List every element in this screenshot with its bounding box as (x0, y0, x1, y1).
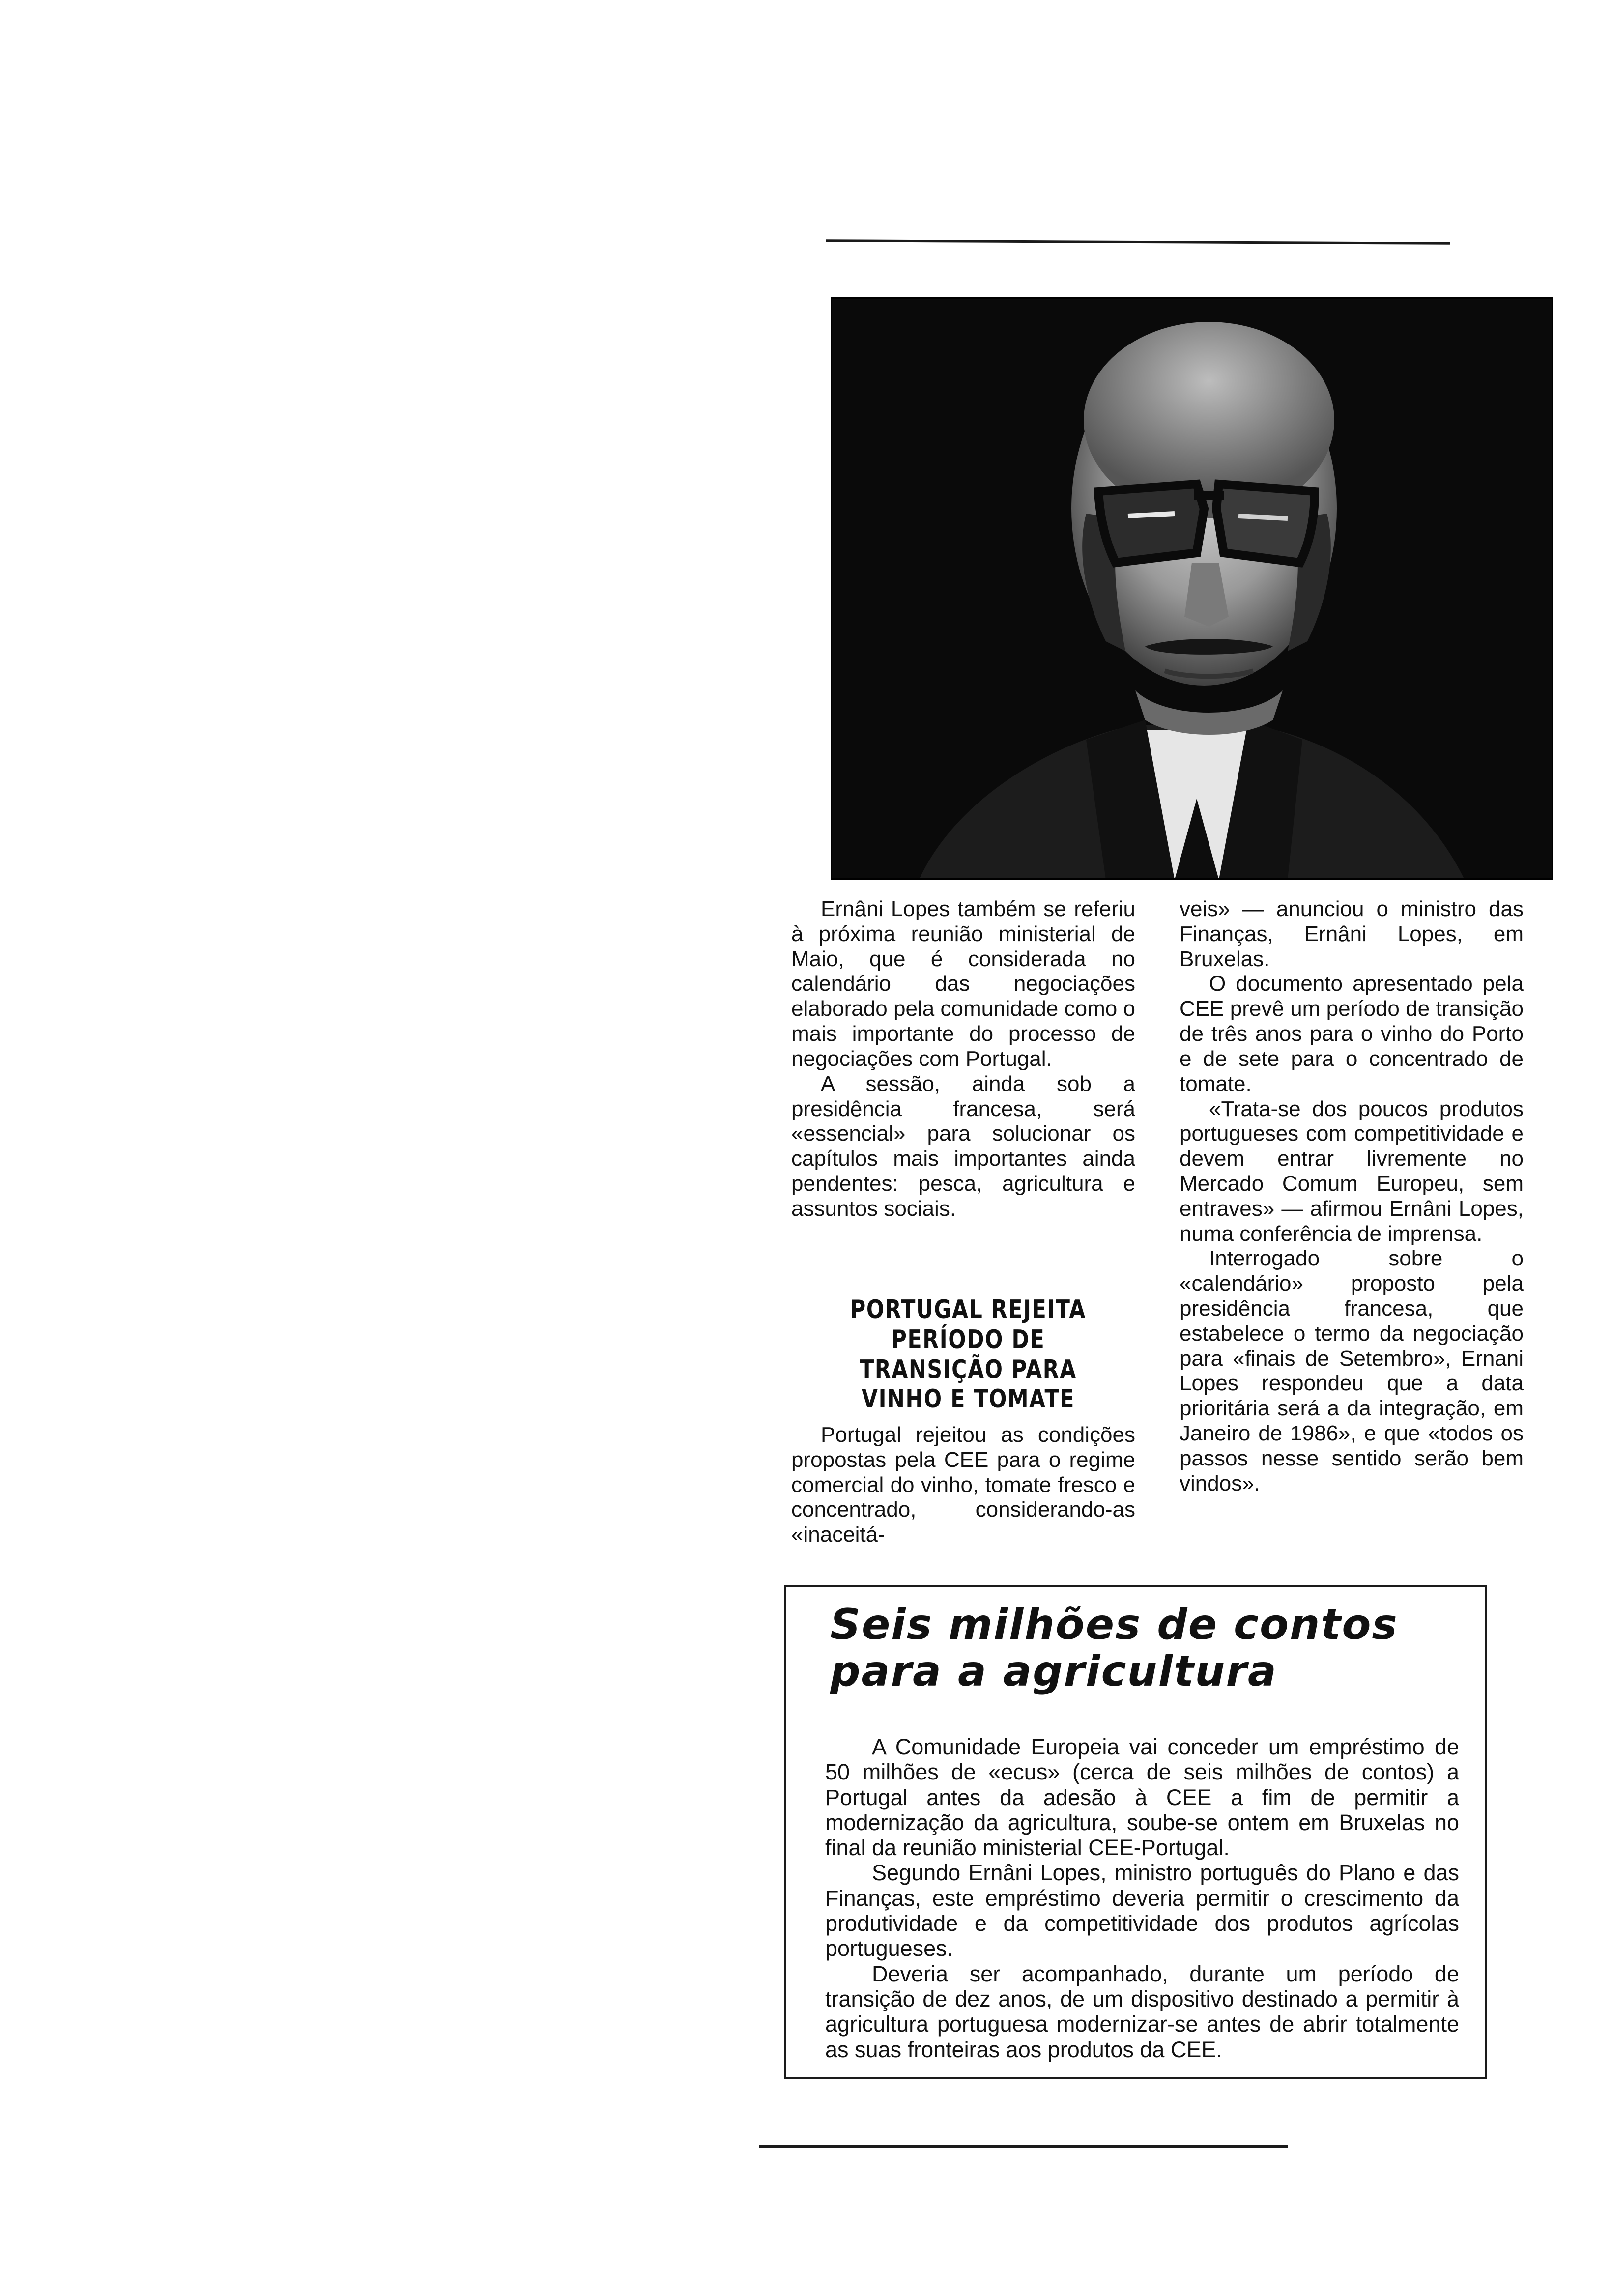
article-paragraph: veis» — anunciou o ministro das Finanças, Ernâni Lopes, em Bruxelas. (1180, 897, 1524, 971)
article-column-left-bottom (791, 1423, 1135, 1548)
boxed-article-paragraph: Deveria ser acompanhado, durante um período de transição de dez anos, de um dispositivo destinado a permitir à agricultura portuguesa modernizar-se antes de abrir totalmente as suas fronteiras aos produtos da CEE. (825, 1961, 1459, 2062)
article-column-right (1180, 897, 1524, 1496)
article-paragraph: A sessão, ainda sob a presidência francesa, será «essencial» para solucionar os capítulos mais importantes ainda pendentes: pesca, agricultura e assuntos sociais. (791, 1071, 1135, 1221)
article-subheading: PORTUGAL REJEITA PERÍODO DE TRANSIÇÃO PARA VINHO E TOMATE (850, 1295, 1086, 1414)
boxed-article-paragraph: A Comunidade Europeia vai conceder um empréstimo de 50 milhões de «ecus» (cerca de seis milhões de contos) a Portugal antes da adesão à CEE a fim de permitir a modernização da agricultura, soube-se ontem em Bruxelas no final da reunião ministerial CEE-Portugal. (825, 1734, 1459, 1861)
article-paragraph: «Trata-se dos poucos produtos portugueses com competitividade e devem entrar livremente no Mercado Comum Europeu, sem entraves» — afirmou Ernâni Lopes, numa conferência de imprensa. (1180, 1096, 1524, 1246)
article-paragraph: Ernâni Lopes também se referiu à próxima reunião ministerial de Maio, que é considerada no calendário das negociações elaborado pela comunidade como o mais importante do processo de negociações com Portugal. (791, 897, 1135, 1071)
boxed-article-paragraph: Segundo Ernâni Lopes, ministro português do Plano e das Finanças, este empréstimo deveria permitir o crescimento da produtividade e da competitividade dos produtos agrícolas portugueses. (825, 1860, 1459, 1961)
boxed-article-body (825, 1734, 1459, 2062)
article-paragraph: Portugal rejeitou as condições propostas pela CEE para o regime comercial do vinho, tomate fresco e concentrado, considerando-as «inaceitá- (791, 1423, 1135, 1547)
article-paragraph: Interrogado sobre o «calendário» proposto pela presidência francesa, que estabelece o termo da negociação para «finais de Setembro», Ernani Lopes respondeu que a data prioritária será a da integração, em Janeiro de 1986», e que «todos os passos nesse sentido serão bem vindos». (1180, 1246, 1524, 1495)
portrait-photo (831, 297, 1553, 880)
boxed-article (784, 1585, 1487, 2079)
boxed-article-title: Seis milhões de contos para a agricultura (830, 1600, 1398, 1696)
top-rule (826, 239, 1450, 245)
article-column-left-top (791, 897, 1135, 1222)
bottom-rule (759, 2145, 1288, 2148)
article-paragraph: O documento apresentado pela CEE prevê um período de transição de três anos para o vinho do Porto e de sete para o concentrado de tomate. (1180, 972, 1524, 1096)
